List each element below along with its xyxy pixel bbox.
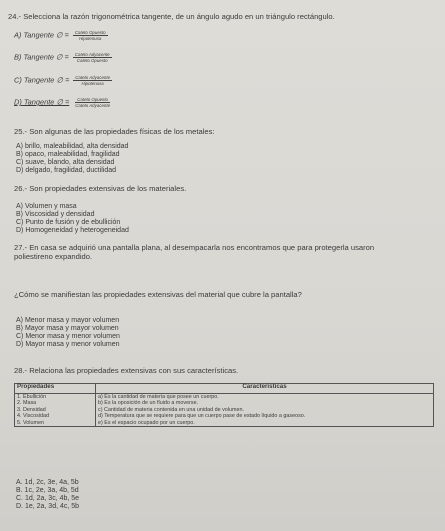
question-27-title-line1: 27.- En casa se adquirió una pantalla plana, al desempacarla nos encontramos que para protegerla usaron	[14, 243, 375, 252]
q24-option-b-label: B) Tangente ∅ =	[14, 52, 69, 62]
q24-option-b-numerator: Cateto Adyacente	[74, 52, 110, 57]
q24-option-d[interactable]	[14, 97, 112, 108]
characteristic-item: a) Es la cantidad de materia que posee un cuerpo.	[98, 394, 219, 400]
q25-option-d[interactable]: D) delgado, fragilidad, ductilidad	[16, 167, 117, 174]
q27-option-b[interactable]: B) Mayor masa y mayor volumen	[16, 325, 119, 332]
table-row	[15, 394, 434, 427]
question-27-prompt: ¿Cómo se manifiestan las propiedades extensivas del material que cubre la pantalla?	[14, 290, 302, 299]
q24-option-b-fraction	[73, 52, 112, 63]
table-header-row	[15, 384, 434, 394]
q28-option-b[interactable]: B. 1c, 2e, 3a, 4b, 5d	[16, 487, 79, 494]
question-27-title-line2: poliestireno expandido.	[14, 252, 93, 261]
property-item: 1. Ebullición	[17, 394, 47, 400]
q24-option-a-label: A) Tangente ∅ =	[14, 30, 69, 40]
question-28-title: 28.- Relaciona las propiedades extensivas con sus características.	[14, 366, 239, 375]
q28-option-c[interactable]: C. 1d, 2a, 3c, 4b, 5e	[16, 495, 80, 502]
q26-option-c[interactable]: C) Punto de fusión y de ebullición	[16, 219, 121, 226]
q24-option-d-numerator: Cateto Opuesto	[77, 97, 109, 102]
q25-option-a[interactable]: A) brillo, maleabilidad, alta densidad	[16, 143, 129, 150]
q25-option-c[interactable]: C) suave, blando, alta densidad	[16, 159, 115, 166]
q26-option-d[interactable]: D) Homogeneidad y heterogeneidad	[16, 227, 129, 234]
property-item: 3. Densidad	[17, 406, 46, 413]
characteristics-cell	[96, 394, 434, 427]
property-item: 2. Masa	[17, 400, 37, 407]
characteristic-item: c) Cantidad de materia contenida en una unidad de volumen.	[98, 406, 244, 413]
characteristic-item: e) Es el espacio ocupado por un cuerpo.	[98, 419, 195, 426]
q24-option-c[interactable]	[14, 75, 112, 86]
q24-option-d-fraction	[73, 97, 112, 108]
characteristic-item: b) Es la oposición de un fluido a moverse.	[98, 400, 199, 407]
q25-option-b[interactable]: B) opaco, maleabilidad, fragilidad	[16, 151, 120, 158]
q24-option-a-numerator: Cateto Opuesto	[74, 30, 106, 35]
property-item: 4. Viscosidad	[17, 413, 49, 420]
question-24-title: 24.- Selecciona la razón trigonométrica tangente, de un ángulo agudo en un triángulo rectángulo.	[8, 12, 335, 21]
q24-option-c-fraction	[73, 75, 112, 86]
header-properties: Propiedades	[15, 384, 96, 394]
q24-option-a[interactable]	[14, 30, 108, 41]
q27-option-d[interactable]: D) Mayor masa y menor volumen	[16, 341, 120, 348]
property-item: 5. Volumen	[17, 419, 44, 426]
q24-option-a-fraction	[73, 30, 108, 41]
q26-option-a[interactable]: A) Volumen y masa	[16, 203, 77, 210]
q24-option-a-denominator: Hipotenusa	[79, 36, 102, 41]
q24-option-c-denominator: Hipotenusa	[81, 81, 104, 86]
q28-option-a[interactable]: A. 1d, 2c, 3e, 4a, 5b	[16, 479, 79, 486]
q24-option-d-label: D) Tangente ∅ =	[14, 97, 70, 107]
q27-option-a[interactable]: A) Menor masa y mayor volumen	[16, 317, 120, 324]
properties-cell	[15, 394, 96, 427]
q24-option-b-denominator: Cateto Opuesto	[76, 58, 108, 63]
q26-option-b[interactable]: B) Viscosidad y densidad	[16, 211, 95, 218]
question-26-title: 26.- Son propiedades extensivas de los materiales.	[14, 184, 187, 193]
q24-option-d-denominator: Cateto Adyacente	[75, 103, 111, 108]
q24-option-b[interactable]	[14, 52, 112, 63]
properties-table	[14, 383, 434, 427]
header-characteristics: Características	[96, 384, 434, 394]
q24-option-c-label: C) Tangente ∅ =	[14, 75, 70, 85]
characteristic-item: d) Temperatura que se requiere para que un cuerpo pase de estado líquido a gaseoso.	[98, 413, 306, 420]
q27-option-c[interactable]: C) Menor masa y menor volumen	[16, 333, 120, 340]
q28-option-d[interactable]: D. 1e, 2a, 3d, 4c, 5b	[16, 503, 80, 510]
q24-option-c-numerator: Cateto Adyacente	[75, 75, 111, 80]
question-25-title: 25.- Son algunas de las propiedades físicas de los metales:	[14, 127, 215, 136]
